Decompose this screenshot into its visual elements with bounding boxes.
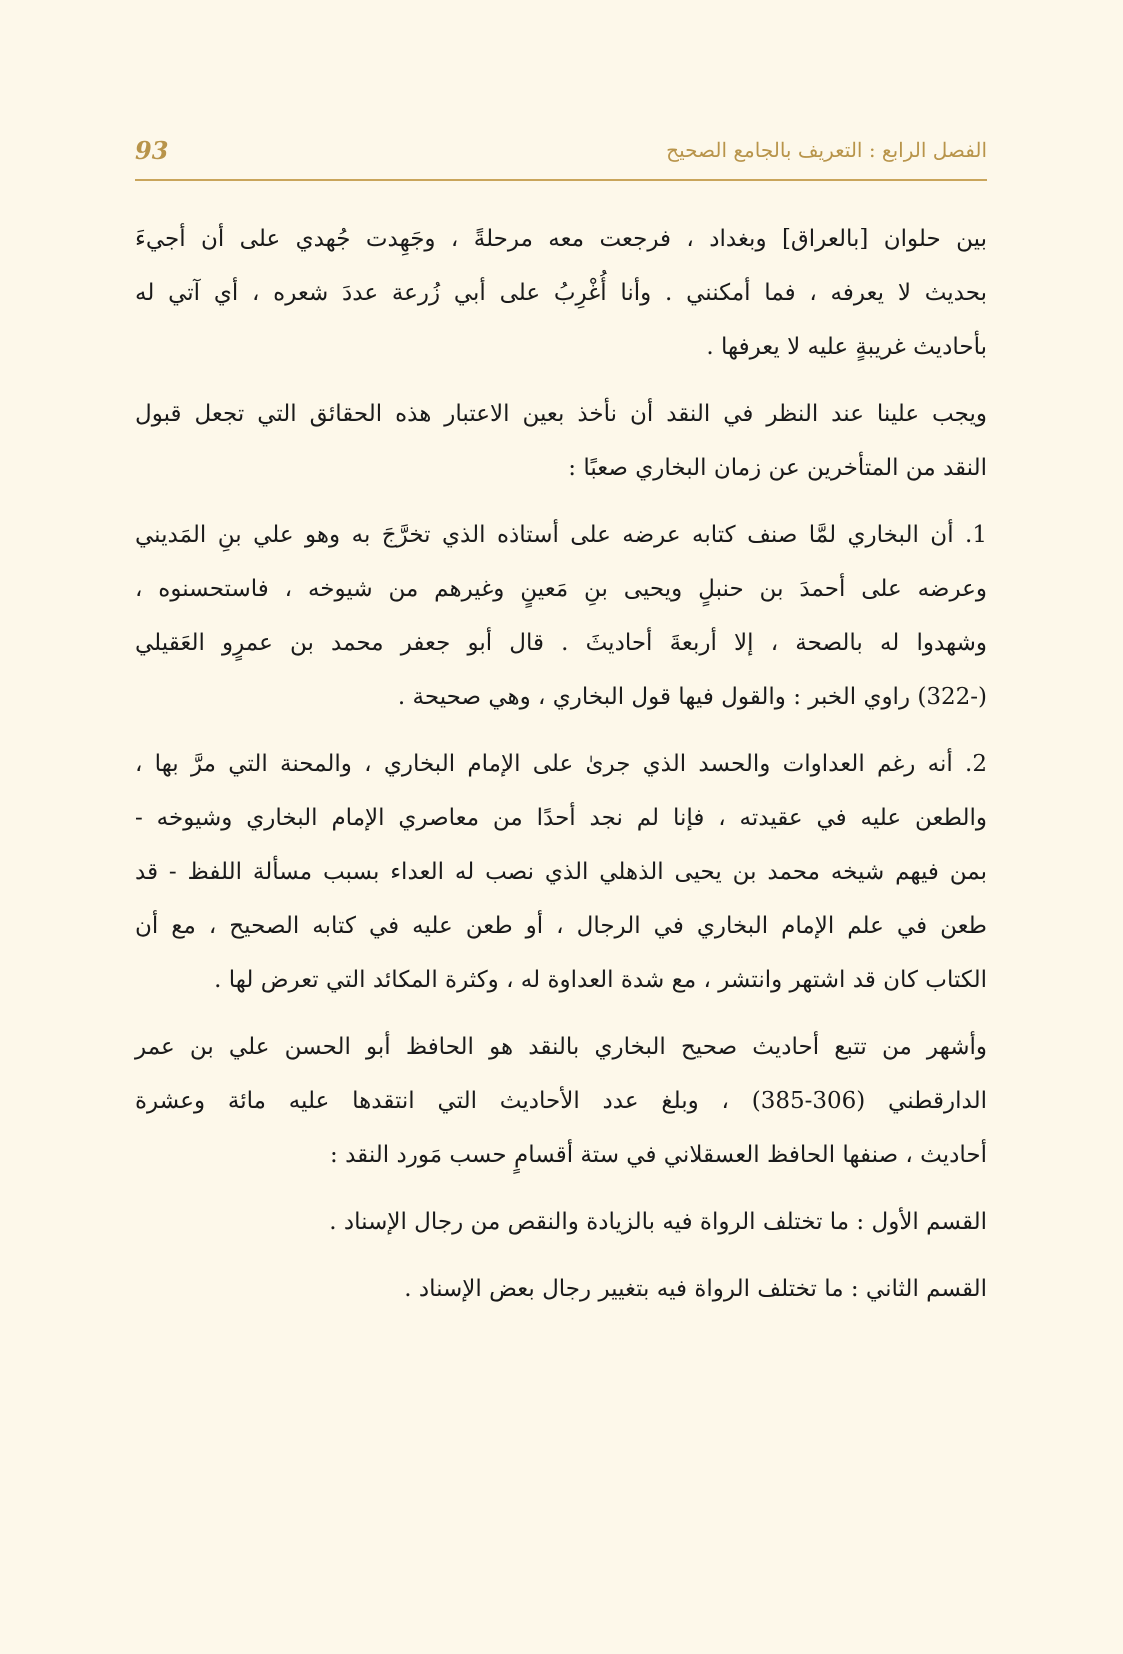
paragraph-daraqutni	[135, 1020, 987, 1182]
text-line: (-322) راوي الخبر : والقول فيها قول البخاري ، وهي صحيحة .	[397, 684, 987, 710]
text-line: القسم الأول : ما تختلف الرواة فيه بالزيادة والنقص من رجال الإسناد .	[329, 1209, 987, 1235]
paragraph-continuation	[135, 212, 987, 374]
text-line: ويجب علينا عند النظر في النقد أن نأخذ بعين الاعتبار هذه الحقائق التي تجعل قبول	[135, 401, 987, 427]
paragraph-point-2	[135, 737, 987, 1007]
paragraph-point-1	[135, 508, 987, 724]
text-line: بين حلوان [بالعراق] وبغداد ، فرجعت معه مرحلةً ، وجَهِدت جُهدي على أن أجيءَ	[135, 226, 987, 252]
text-line: الكتاب كان قد اشتهر وانتشر ، مع شدة العداوة له ، وكثرة المكائد التي تعرض لها .	[214, 967, 987, 993]
text-line: والطعن عليه في عقيدته ، فإنا لم نجد أحدًا من معاصري الإمام البخاري وشيوخه -	[135, 805, 987, 831]
text-line: بمن فيهم شيخه محمد بن يحيى الذهلي الذي نصب له العداء بسبب مسألة اللفظ - قد	[135, 859, 987, 885]
text-line: طعن في علم الإمام البخاري في الرجال ، أو طعن عليه في كتابه الصحيح ، مع أن	[135, 913, 987, 939]
text-line: بحديث لا يعرفه ، فما أمكنني . وأنا أُغْرِبُ على أبي زُرعة عددَ شعره ، أي آتي له	[135, 280, 987, 306]
text-line: وعرضه على أحمدَ بن حنبلٍ ويحيى بنِ مَعينٍ وغيرهم من شيوخه ، فاستحسنوه ،	[135, 576, 987, 602]
body-text	[135, 212, 987, 1329]
text-line: 1. أن البخاري لمَّا صنف كتابه عرضه على أستاذه الذي تخرَّجَ به وهو علي بنِ المَديني	[135, 522, 987, 548]
text-line: وأشهر من تتبع أحاديث صحيح البخاري بالنقد هو الحافظ أبو الحسن علي بن عمر	[135, 1034, 987, 1060]
text-line: النقد من المتأخرين عن زمان البخاري صعبًا :	[568, 455, 987, 481]
running-header	[135, 138, 987, 178]
text-line: 2. أنه رغم العداوات والحسد الذي جرىٰ على الإمام البخاري ، والمحنة التي مرَّ بها ،	[135, 751, 987, 777]
page-number: 93	[135, 136, 169, 165]
text-line: أحاديث ، صنفها الحافظ العسقلاني في ستة أقسامٍ حسب مَورد النقد :	[330, 1142, 987, 1168]
text-line: القسم الثاني : ما تختلف الرواة فيه بتغيير رجال بعض الإسناد .	[404, 1276, 987, 1302]
text-line: وشهدوا له بالصحة ، إلا أربعةَ أحاديثَ . قال أبو جعفر محمد بن عمرٍو العَقيلي	[135, 630, 987, 656]
text-line: الدارقطني (306-385) ، وبلغ عدد الأحاديث التي انتقدها عليه مائة وعشرة	[135, 1088, 987, 1114]
text-line: بأحاديث غريبةٍ عليه لا يعرفها .	[706, 334, 987, 360]
header-rule	[135, 179, 987, 181]
chapter-title: الفصل الرابع : التعريف بالجامع الصحيح	[666, 138, 987, 162]
paragraph-section-1	[135, 1195, 987, 1249]
paragraph-intro	[135, 387, 987, 495]
paragraph-section-2	[135, 1262, 987, 1316]
